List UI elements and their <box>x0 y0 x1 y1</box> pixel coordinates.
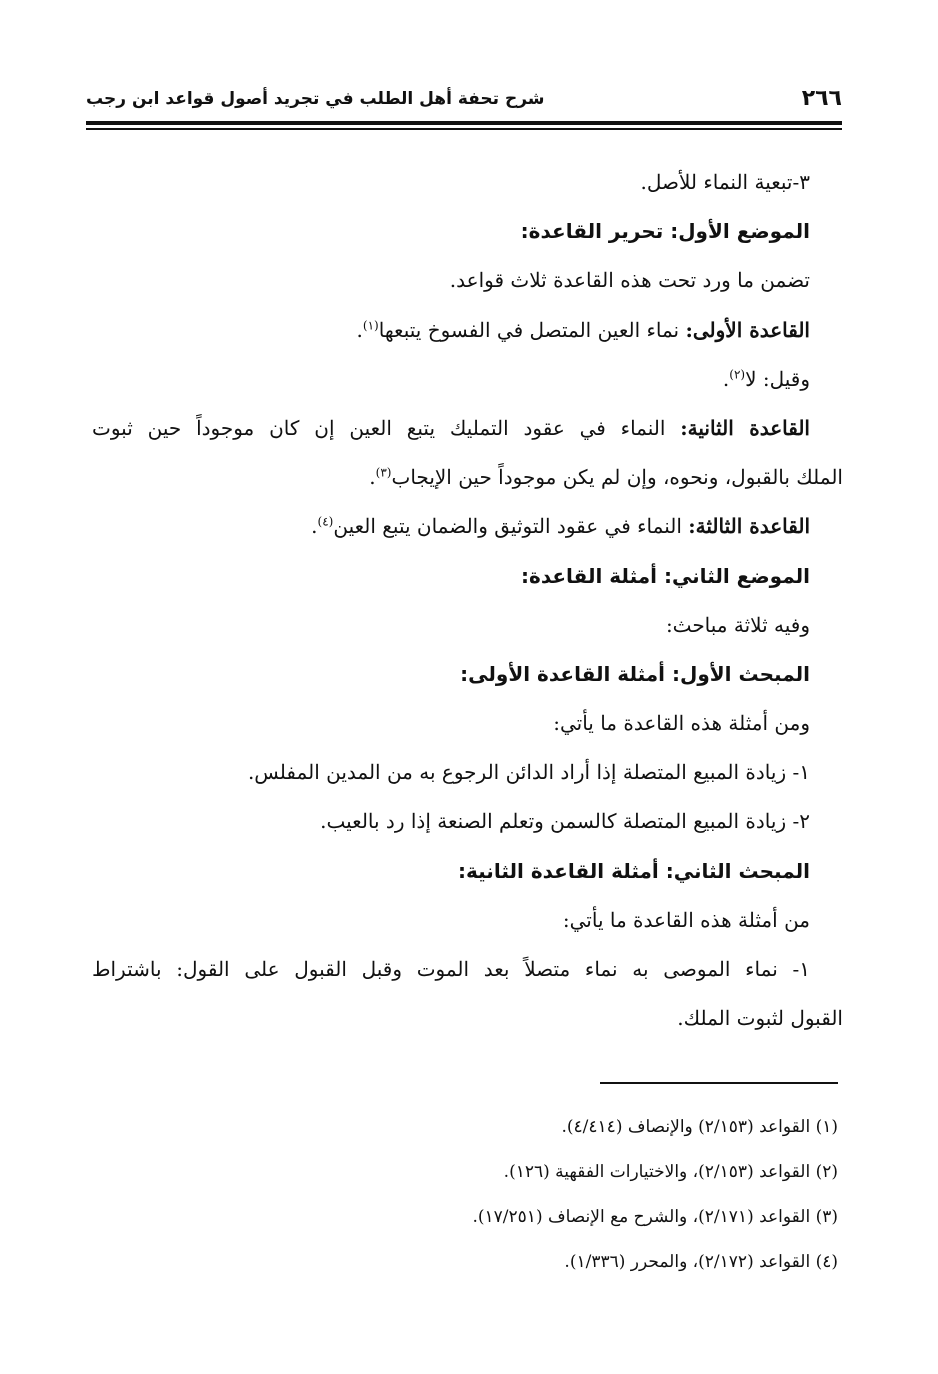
rule-two-line <box>92 404 810 453</box>
footnote-item: (٢) القواعد (٢/١٥٣)، والاختيارات الفقهية (١٢٦). <box>503 1162 838 1182</box>
rule-text: النماء في عقود التوثيق والضمان يتبع العين <box>333 514 682 539</box>
section-heading: الموضع الثاني: أمثلة القاعدة: <box>521 563 810 588</box>
footnote-ref[interactable]: (١) <box>362 317 379 332</box>
footnote-ref[interactable]: (٣) <box>375 465 392 480</box>
rule-label: القاعدة الثالثة: <box>688 514 810 539</box>
sentence-end: . <box>369 465 376 490</box>
rule-text: وقيل: لا <box>745 366 810 391</box>
running-title: شرح تحفة أهل الطلب في تجريد أصول قواعد ابن رجب <box>86 89 545 109</box>
header-rule-thick <box>86 121 842 125</box>
footnote-separator <box>600 1082 838 1084</box>
running-header <box>86 84 842 116</box>
paragraph-line: ٣-تبعية النماء للأصل. <box>640 170 810 194</box>
example-item-continuation: القبول لثبوت الملك. <box>677 1006 843 1031</box>
rule-text: نماء العين المتصل في الفسوخ يتبعها <box>378 317 680 342</box>
rule-text: الملك بالقبول، ونحوه، وإن لم يكن موجوداً حين الإيجاب <box>391 465 843 490</box>
rule-two-continuation <box>92 453 843 502</box>
sentence-end: . <box>722 366 730 391</box>
example-item: ٢- زيادة المبيع المتصلة كالسمن وتعلم الصنعة إذا رد بالعيب. <box>320 809 810 834</box>
rule-one-line <box>92 306 810 355</box>
header-rule-thin <box>86 128 842 130</box>
paragraph-line: تضمن ما ورد تحت هذه القاعدة ثلاث قواعد. <box>449 268 810 293</box>
paragraph-line: وفيه ثلاثة مباحث: <box>665 612 810 637</box>
sentence-end: . <box>311 514 318 539</box>
footnote-ref[interactable]: (٤) <box>317 514 334 529</box>
example-item: ١- زيادة المبيع المتصلة إذا أراد الدائن الرجوع به من المدين المفلس. <box>247 760 810 785</box>
page-number: ٢٦٦ <box>801 86 842 111</box>
footnote-ref[interactable]: (٢) <box>729 367 746 382</box>
sentence-end: . <box>356 317 363 342</box>
rule-label: القاعدة الأولى: <box>685 317 810 342</box>
paragraph-line: من أمثلة هذه القاعدة ما يأتي: <box>562 907 810 932</box>
footnote-item: (١) القواعد (٢/١٥٣) والإنصاف (٤/٤١٤). <box>561 1117 838 1137</box>
subsection-heading: المبحث الثاني: أمثلة القاعدة الثانية: <box>458 858 810 883</box>
main-text <box>92 158 843 1043</box>
rule-label: القاعدة الثانية: <box>680 415 810 440</box>
qil-line <box>92 355 810 404</box>
rule-three-line <box>92 502 810 551</box>
footnote-item: (٤) القواعد (٢/١٧٢)، والمحرر (١/٣٣٦). <box>564 1252 838 1272</box>
section-heading: الموضع الأول: تحرير القاعدة: <box>520 219 810 244</box>
example-item: ١- نماء الموصى به نماء متصلاً بعد الموت وقبل القبول على القول: باشتراط <box>92 957 810 981</box>
rule-text: النماء في عقود التمليك يتبع العين إن كان موجوداً حين ثبوت <box>92 415 666 440</box>
paragraph-line: ومن أمثلة هذه القاعدة ما يأتي: <box>553 711 810 736</box>
footnote-item: (٣) القواعد (٢/١٧١)، والشرح مع الإنصاف (١٧/٢٥١). <box>472 1207 838 1227</box>
footnotes <box>100 1105 838 1285</box>
subsection-heading: المبحث الأول: أمثلة القاعدة الأولى: <box>460 661 810 686</box>
